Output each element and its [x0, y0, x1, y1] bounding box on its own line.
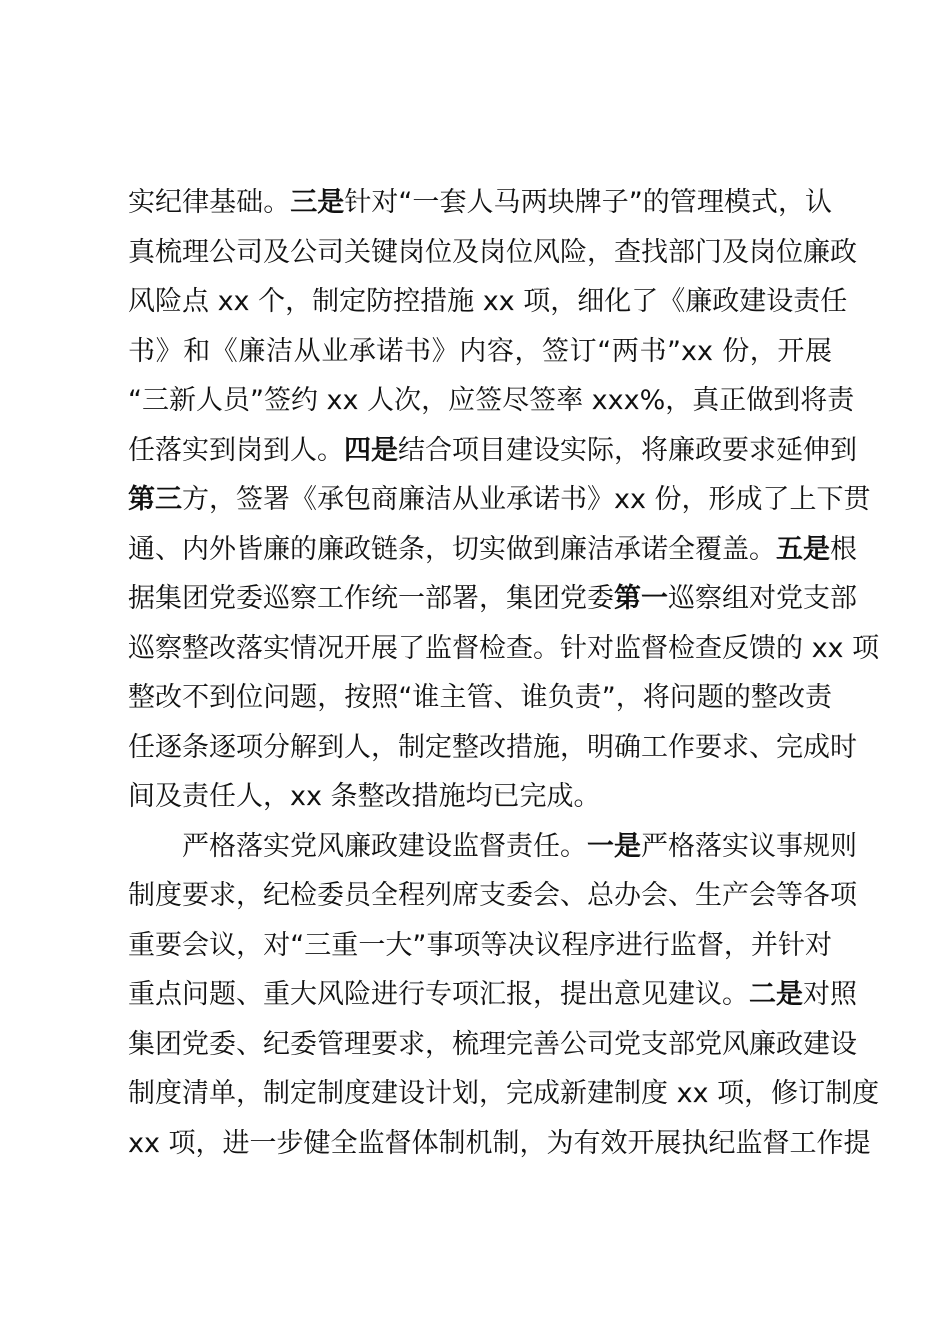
text-line — [128, 228, 857, 278]
bold-keyword: 第三 — [128, 484, 182, 515]
text-segment: 据集团党委巡察工作统一部署，集团党委 — [128, 583, 614, 614]
text-segment: 巡察组对党支部 — [668, 583, 857, 614]
text-segment: 针对“一套人马两块牌子”的管理模式，认 — [344, 187, 832, 218]
text-line — [128, 723, 857, 773]
text-segment: 制度要求，纪检委员全程列席支委会、总办会、生产会等各项 — [128, 880, 857, 911]
bold-keyword: 三是 — [290, 187, 345, 218]
text-segment: 重要会议，对“三重一大”事项等决议程序进行监督，并针对 — [128, 929, 832, 961]
text-line — [128, 871, 857, 921]
text-segment: 重点问题、重大风险进行专项汇报，提出意见建议。 — [128, 979, 749, 1010]
text-segment: 风险点 xx 个，制定防控措施 xx 项，细化了《廉政建设责任 — [128, 286, 848, 317]
text-line — [128, 970, 857, 1020]
text-line — [128, 921, 832, 971]
text-segment: 巡察整改落实情况开展了监督检查。针对监督检查反馈的 xx 项 — [128, 632, 880, 664]
text-line — [128, 822, 857, 872]
text-line — [128, 1069, 880, 1119]
text-segment: 任逐条逐项分解到人，制定整改措施，明确工作要求、完成时 — [128, 731, 857, 763]
text-line — [128, 327, 832, 377]
text-segment: 严格落实党风廉政建设监督责任。 — [182, 830, 587, 862]
text-segment: 间及责任人，xx 条整改措施均已完成。 — [128, 781, 601, 812]
text-segment: 整改不到位问题，按照“谁主管、谁负责”，将问题的整改责 — [128, 682, 832, 713]
bold-keyword: 一是 — [587, 830, 641, 862]
text-segment: 任落实到岗到人。 — [128, 434, 344, 466]
text-line — [128, 673, 832, 723]
bold-keyword: 五是 — [776, 533, 830, 565]
text-line — [128, 1020, 857, 1070]
text-segment: 制度清单，制定制度建设计划，完成新建制度 xx 项，修订制度 — [128, 1078, 880, 1109]
text-segment: 真梳理公司及公司关键岗位及岗位风险，查找部门及岗位廉政 — [128, 236, 857, 268]
text-line — [128, 178, 832, 228]
text-segment: “三新人员”签约 xx 人次，应签尽签率 xxx%，真正做到将责 — [128, 385, 855, 416]
text-segment: 根 — [830, 533, 857, 565]
text-segment: 书》和《廉洁从业承诺书》内容，签订“两书”xx 份，开展 — [128, 335, 832, 367]
text-segment: xx 项，进一步健全监督体制机制，为有效开展执纪监督工作提 — [128, 1127, 871, 1159]
text-line — [128, 277, 848, 327]
text-segment: 实纪律基础。 — [128, 187, 291, 218]
text-segment: 对照 — [803, 979, 857, 1010]
bold-keyword: 二是 — [749, 979, 803, 1010]
bold-keyword: 第一 — [614, 583, 668, 614]
text-line — [128, 475, 871, 525]
text-line — [128, 525, 857, 575]
body-text — [128, 178, 880, 1168]
text-segment: 严格落实议事规则 — [641, 830, 857, 862]
text-segment: 集团党委、纪委管理要求，梳理完善公司党支部党风廉政建设 — [128, 1028, 857, 1060]
text-line — [128, 772, 832, 822]
bold-keyword: 四是 — [344, 434, 398, 466]
text-segment: 结合项目建设实际，将廉政要求延伸到 — [398, 434, 857, 466]
text-segment: 通、内外皆廉的廉政链条，切实做到廉洁承诺全覆盖。 — [128, 533, 776, 565]
text-line — [128, 624, 880, 674]
text-line — [128, 426, 857, 476]
text-line — [128, 574, 857, 624]
text-segment: 方，签署《承包商廉洁从业承诺书》xx 份，形成了上下贯 — [182, 484, 871, 515]
text-line — [128, 376, 855, 426]
text-line — [128, 1119, 871, 1169]
